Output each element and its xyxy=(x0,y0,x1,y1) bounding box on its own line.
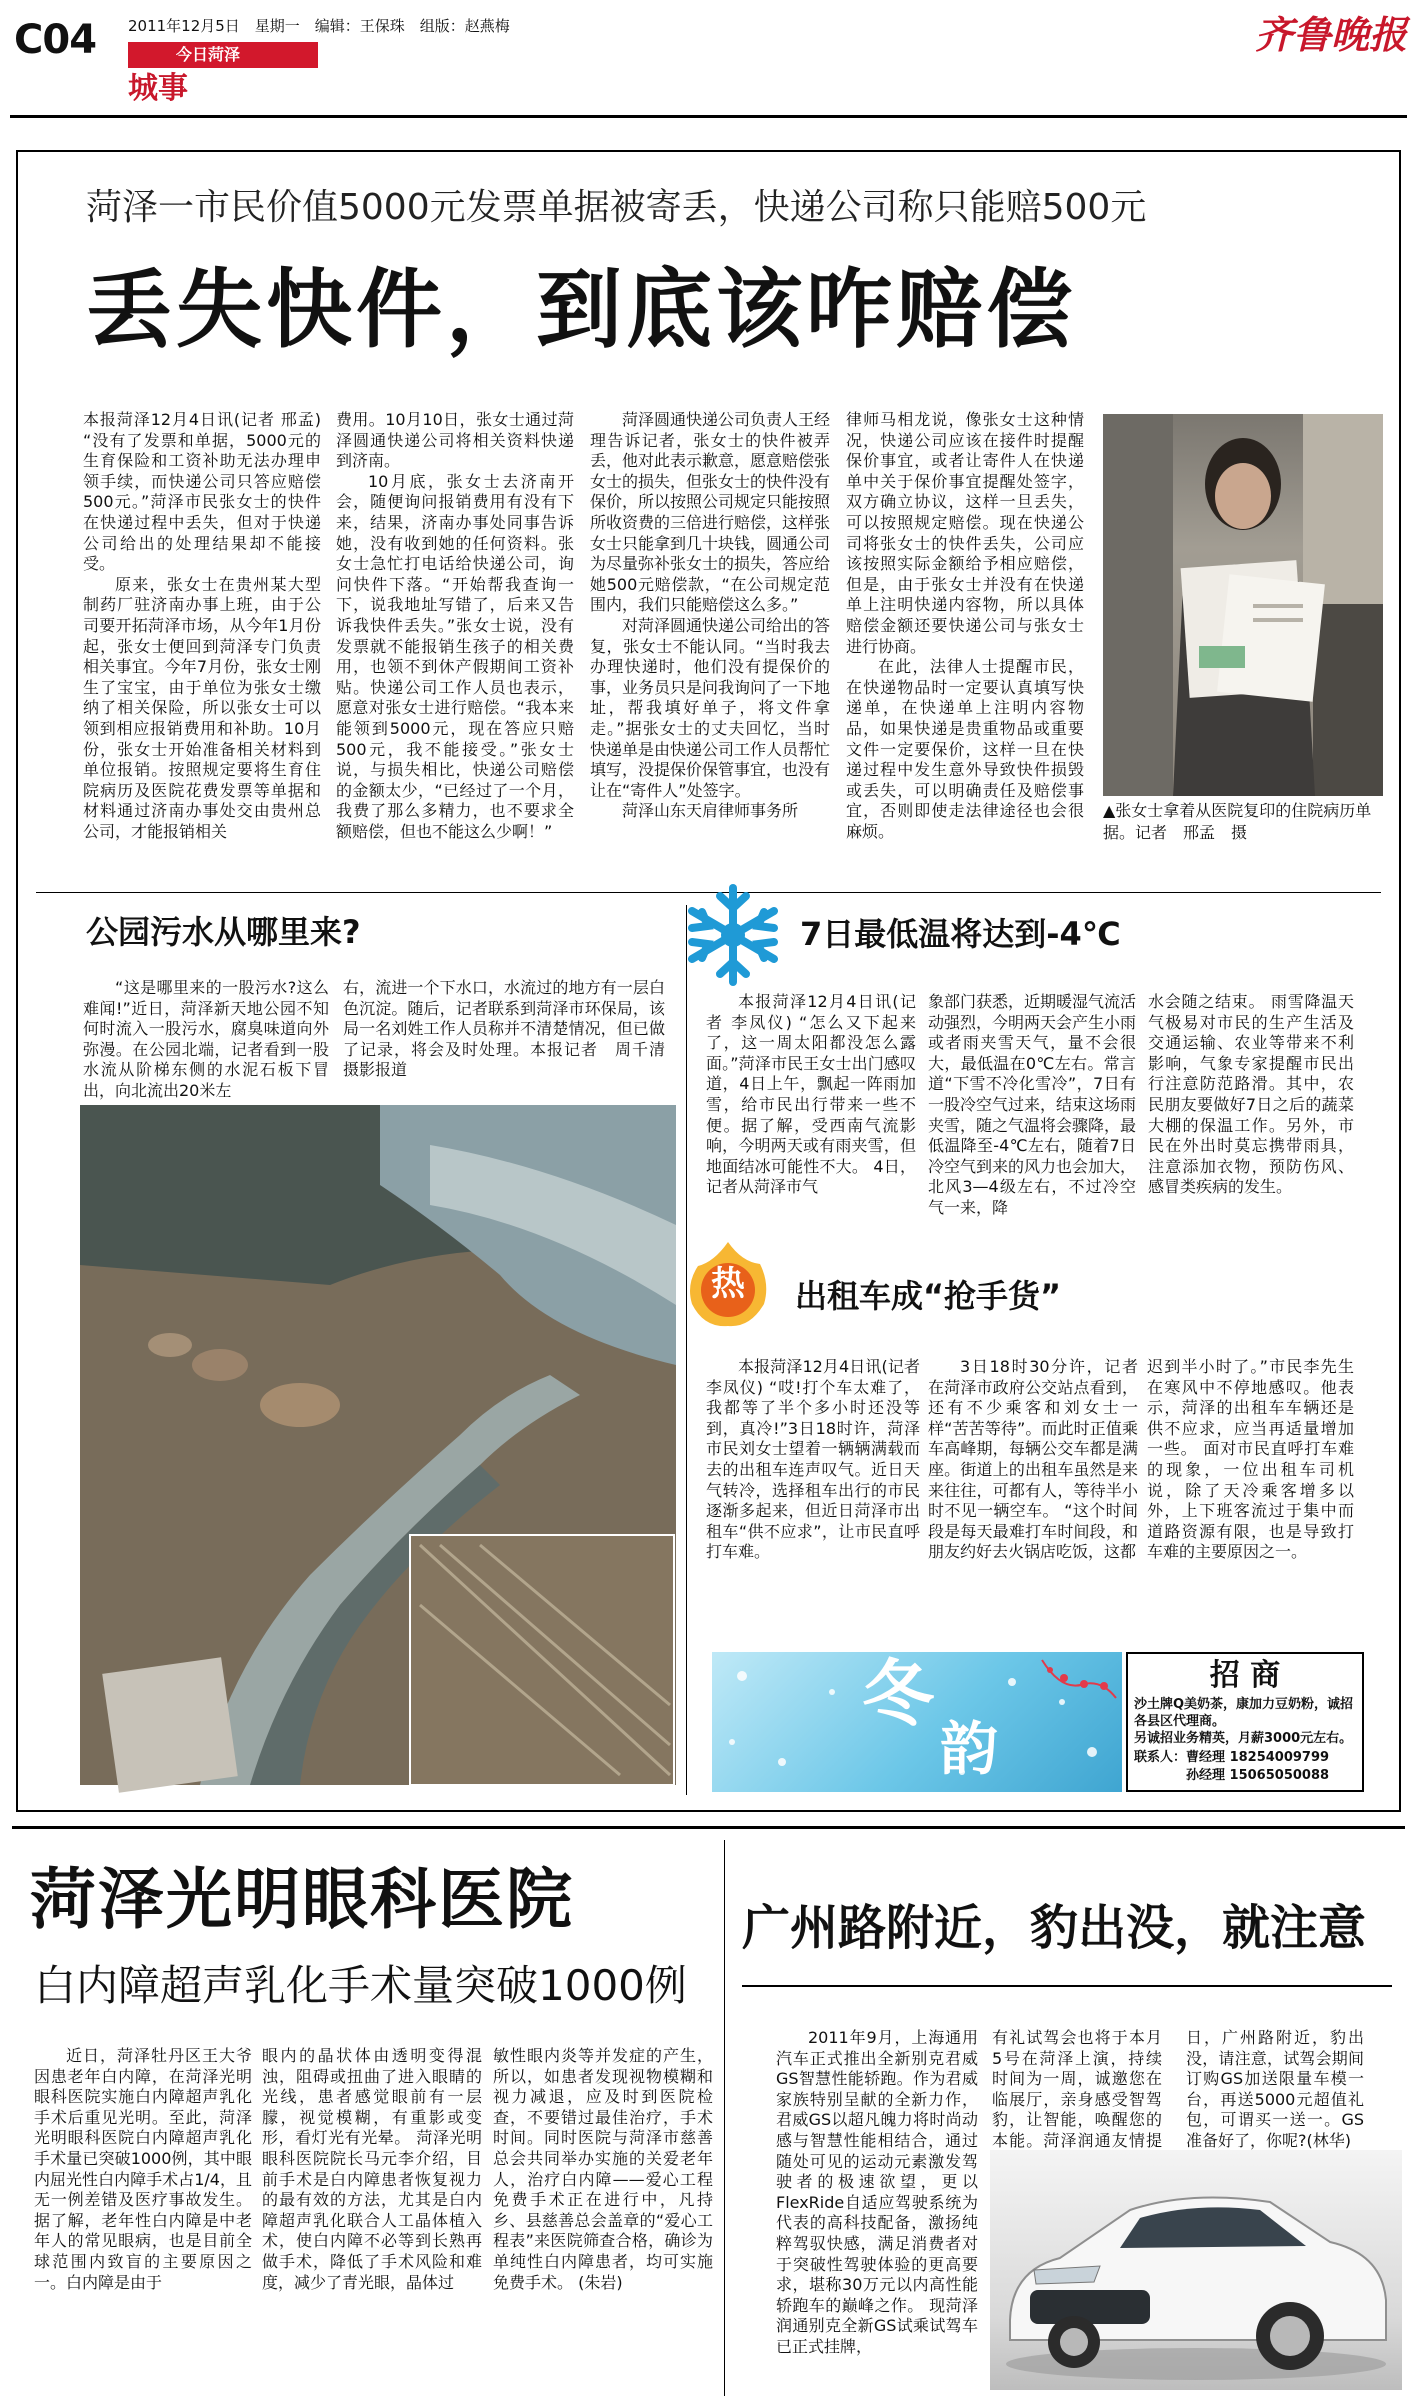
hot-badge-text: 热 xyxy=(711,1264,745,1304)
recruit-ad xyxy=(1126,1652,1364,1792)
lead-column-1 xyxy=(83,410,321,875)
bottom-column-rule xyxy=(724,1840,725,2396)
hospital-column-2 xyxy=(262,2046,482,2396)
lead-para: 律师马相龙说，像张女士这种情况，快递公司应该在接件时提醒保价事宜，或者让寄件人在快递单中关于保价事宜提醒处签字，双方确立协议，这样一旦丢失，可以按照规定赔偿。现在快递公司将张女士的快件丢失，公司应该按照实际金额给予相应赔偿，但是，由于张女士并没有在快递单上注明快递内容物，所以具体赔偿金额还要快递公司与张女士进行协商。 xyxy=(846,410,1084,656)
taxi-para: 本报菏泽12月4日讯(记者 李凤仪) “哎!打个车太难了，我都等了半个多小时还没等到，真冷!”3日18时许，菏泽市民刘女士望着一辆辆满载而去的出租车连声叹气。近日天气转冷，选择租车出行的市民逐渐多起来，但近日菏泽市出租车“供不应求”，让市民直呼打车难。 xyxy=(706,1357,920,1562)
lead-headline: 丢失快件，到底该咋赔偿 xyxy=(86,260,1076,360)
lead-para: 本报菏泽12月4日讯(记者 邢孟) “没有了发票和单据，5000元的生育保险和工资补助无法办理申领手续，而快递公司只答应赔偿500元。”菏泽市民张女士的快件在快递过程中丢失，但对于快递公司给出的处理结果却不能接受。 xyxy=(83,410,321,574)
hospital-column-3 xyxy=(493,2046,713,2396)
car-para: 有礼试驾会也将于本月5号在菏泽上演，持续时间为一周，诚邀您在临展厅，亲身感受智驾豹，让智能，唤醒您的本能。菏泽润通友情提 xyxy=(992,2028,1162,2150)
hospital-subtitle: 白内障超声乳化手术量突破1000例 xyxy=(34,1961,687,2010)
contact2-phone: 15065050088 xyxy=(1229,1768,1330,1783)
lead-para: 原来，张女士在贵州某大型制药厂驻济南办事上班，由于公司要开拓菏泽市场，从今年1月份起，张女士便回到菏泽专门负责相关事宜。今年7月份，张女士刚生了宝宝，由于单位为张女士缴纳了相关保险，所以张女士可以领到相应报销费用和补助。10月份，张女士开始准备相关材料到单位报销。按照规定要将生育住院病历及医院花费发票等单据和材料通过济南办事处交由贵州总公司，才能报销相关 xyxy=(83,574,321,841)
car-headline: 广州路附近，豹出没，就注意 xyxy=(742,1900,1367,1956)
date-line: 2011年12月5日 星期一 编辑：王保珠 组版：赵燕梅 xyxy=(128,17,510,35)
taxi-column-2 xyxy=(928,1357,1138,1647)
park-column-2 xyxy=(343,978,682,1098)
header-rule xyxy=(10,115,1407,118)
cold-column-2 xyxy=(928,992,1136,1232)
contact1-name: 曹经理 xyxy=(1186,1750,1226,1765)
recruit-ad-contacts xyxy=(1128,1747,1362,1785)
hospital-para: 敏性眼内炎等并发症的产生，所以，如患者发现视物模糊和视力减退，应及时到医院检查，不要错过最佳治疗，手术时间。同时医院与菏泽市慈善总会共同举办实施的关爱老年人，治疗白内障——爱心工程免费手术正在进行中，凡持乡、县慈善总会盖章的“爱心工程表”来医院筛查合格，确诊为单纯性白内障患者，均可实施免费手术。 (朱岩) xyxy=(493,2046,713,2292)
cold-para: 本报菏泽12月4日讯(记者 李凤仪) “怎么又下起来了，这一周太阳都没怎么露面。”菏泽市民王女士出门感叹道，4日上午，飘起一阵雨加雪，给市民出行带来一些不便。据了解，受西南气流影响，今明两天或有雨夹雪，但地面结冰可能性不大。 4日，记者从菏泽市气 xyxy=(706,992,916,1197)
lead-photo xyxy=(1103,414,1383,796)
bottom-ad-top-rule xyxy=(12,1826,1405,1829)
winter-ad-text-1: 冬 xyxy=(862,1651,935,1736)
lead-kicker: 菏泽一市民价值5000元发票单据被寄丢，快递公司称只能赔500元 xyxy=(86,187,1147,228)
recruit-ad-title: 招 商 xyxy=(1209,1658,1281,1693)
contact1-phone: 18254009799 xyxy=(1229,1750,1330,1765)
section-name: 城事 xyxy=(128,71,188,106)
taxi-column-3 xyxy=(1147,1357,1354,1647)
page-code: C04 xyxy=(14,17,97,63)
hospital-para: 眼内的晶状体由透明变得混浊，阻碍或扭曲了进入眼睛的光线，患者感觉眼前有一层朦，视觉模糊，有重影或变形，看灯光有光晕。 菏泽光明眼科医院院长马元李介绍，目前手术是白内障患者恢复视力的最有效的方法，尤其是白内障超声乳化联合人工晶体植入术，使白内障不必等到长熟再做手术，降低了手术风险和难度，减少了青光眼，晶体过 xyxy=(262,2046,482,2292)
car-column-3 xyxy=(1186,2028,1364,2148)
car-column-2 xyxy=(992,2028,1162,2148)
cold-column-1 xyxy=(706,992,916,1232)
lead-para: 菏泽山东天肩律师事务所 xyxy=(622,801,799,821)
winter-ad xyxy=(712,1652,1122,1792)
park-photo xyxy=(80,1105,676,1785)
park-headline: 公园污水从哪里来? xyxy=(86,913,361,951)
contact2-name: 孙经理 xyxy=(1186,1768,1226,1783)
hospital-name: 菏泽光明眼科医院 xyxy=(30,1861,574,1938)
cold-para: 象部门获悉，近期暖湿气流活动强烈，今明两天会产生小雨或者雨夹雪天气，量不会很大，最低温在0℃左右。常言道“下雪不冷化雪冷”，7日有一股冷空气过来，结束这场雨夹雪，随之气温将会骤降，最低温降至-4℃左右，随着7日冷空气到来的风力也会加大，北风3—4级左右，不过冷空气一来，降 xyxy=(928,992,1137,1217)
taxi-para: 迟到半小时了。”市民李先生在寒风中不停地感叹。他表示，菏泽的出租车车辆还是供不应求，应当再适量增加一些。 面对市民直呼打车难的现象，一位出租车司机说，除了天冷乘客增多以外，上下班客流过于集中而道路资源有限，也是导致打车难的主要原因之一。 xyxy=(1147,1357,1354,1562)
taxi-column-1 xyxy=(706,1357,920,1647)
polluted-stream-illustration xyxy=(80,1105,676,1785)
recruit-ad-body: 沙土牌Q美奶茶，康加力豆奶粉，诚招各县区代理商。 xyxy=(1134,1697,1354,1729)
park-para: 右，流进一个下水口，水流过的地方有一层白色沉淀。随后，记者联系到菏泽市环保局，该局一名刘姓工作人员称并不清楚情况，但已做了记录，将会及时处理。本报记者 周千清 摄影报道 xyxy=(343,978,682,1080)
lead-photo-caption: ▲张女士拿着从医院复印的住院病历单据。记者 邢孟 摄 xyxy=(1103,801,1372,842)
section-tag: 今日菏泽 xyxy=(128,42,318,68)
masthead-logo: 齐鲁晚报 xyxy=(1255,12,1408,57)
taxi-headline: 出租车成“抢手货” xyxy=(795,1277,1062,1315)
cold-headline: 7日最低温将达到-4℃ xyxy=(800,915,1121,953)
cold-para: 水会随之结束。 雨雪降温天气极易对市民的生产生活及交通运输、农业等带来不利影响，气象专家提醒市民出行注意防范路滑。其中，农民朋友要做好7日之后的蔬菜大棚的保温工作。另外，市民在外出时莫忘携带雨具，注意添加衣物，预防伤风、感冒类疾病的发生。 xyxy=(1148,992,1354,1197)
winter-ad-text-2: 韵 xyxy=(940,1715,999,1783)
car-para: 日，广州路附近，豹出没，请注意，试驾会期间订购GS加送限量车模一台，再送5000元超值礼包，可谓买一送一。GS准备好了，你呢?(林华) xyxy=(1186,2028,1364,2150)
hospital-column-1 xyxy=(34,2046,252,2396)
snowflake-icon xyxy=(678,880,788,990)
hot-badge xyxy=(684,1240,772,1328)
contact-label: 联系人： xyxy=(1134,1750,1187,1765)
lead-para: 10月底，张女士去济南开会，随便询问报销费用有没有下来，结果，济南办事处同事告诉她，没有收到她的任何资料。张女士急忙打电话给快递公司，询问快件下落。“开始帮我查询一下，说我地址写错了，后来又告诉我快件丢失。”张女士说，没有发票就不能报销生孩子的相关费用，也领不到休产假期间工资补贴。快递公司工作人员也表示，愿意对张女士进行赔偿。“我本来能领到5000元，现在答应只赔500元，我不能接受。”张女士说，与损失相比，快递公司赔偿的金额太少，“已经过了一个月，我费了那么多精力，也不要求全额赔偿，但也不能这么少啊！” xyxy=(336,471,574,841)
lead-para: 在此，法律人士提醒市民，在快递物品时一定要认真填写快递单，在快递单上注明内容物品，如果快递是贵重物品或重要文件一定要保价，这样一旦在快递过程中发生意外导致快件损毁或丢失，可以明确责任及赔偿事宜，否则即使走法律途径也会很麻烦。 xyxy=(846,657,1084,841)
car-photo xyxy=(990,2150,1402,2390)
white-sedan-illustration xyxy=(990,2150,1402,2390)
lead-para: 费用。10月10日，张女士通过菏泽圆通快递公司将相关资料快递到济南。 xyxy=(336,410,574,471)
cold-column-3 xyxy=(1148,992,1354,1232)
lead-para: 菏泽圆通快递公司负责人王经理告诉记者，张女士的快件被弄丢，他对此表示歉意，愿意赔偿张女士的损失，但张女士的快件没有保价，所以按照公司规定只能按照所收资费的三倍进行赔偿，这样张女士只能拿到几十块钱，圆通公司为尽量弥补张女士的损失，答应给她500元赔偿款，“在公司规定范围内，我们只能赔偿这么多。” xyxy=(590,410,831,615)
column-rule xyxy=(686,905,687,1795)
lead-para: 对菏泽圆通快递公司给出的答复，张女士不能认同。“当时我去办理快递时，他们没有提保价的事，业务员只是问我询问了一下地址，帮我填好单子，将文件拿走。”据张女士的丈夫回忆，当时快递单是由快递公司工作人员帮忙填写，没提保价保管事宜，也没有让在“寄件人”处签字。 xyxy=(590,615,831,800)
lead-column-3 xyxy=(590,410,830,875)
park-column-1 xyxy=(83,978,329,1098)
lead-column-2 xyxy=(336,410,574,875)
lead-column-4 xyxy=(846,410,1084,875)
hospital-para: 近日，菏泽牡丹区王大爷因患老年白内障，在菏泽光明眼科医院实施白内障超声乳化手术后重见光明。至此，菏泽光明眼科医院白内障超声乳化手术量已突破1000例，其中眼内屈光性白内障手术占1/4，且无一例差错及医疗事故发生。 据了解，老年性白内障是中老年人的常见眼病，也是目前全球范围内致盲的主要原因之一。白内障是由于 xyxy=(34,2046,252,2292)
taxi-para: 3日18时30分许，记者在菏泽市政府公交站点看到，还有不少乘客和刘女士一样“苦苦等待”。而此时正值乘车高峰期，每辆公交车都是满座。街道上的出租车虽然是来来往往，可都有人，等待半小时不见一辆空车。 “这个时间段是每天最难打车时间段，和朋友约好去火锅店吃饭，这都 xyxy=(928,1357,1138,1562)
woman-with-documents-illustration xyxy=(1103,414,1383,796)
park-para: “这是哪里来的一股污水?这么难闻!”近日，菏泽新天地公园不知何时流入一股污水，腐臭味道向外弥漫。在公园北端，记者看到一股水流从阶梯东侧的水泥石板下冒出，向北流出20米左 xyxy=(83,978,329,1100)
recruit-ad-fee: 另诚招业务精英，月薪3000元左右。 xyxy=(1134,1731,1353,1746)
car-column-1 xyxy=(776,2028,978,2398)
car-para: 2011年9月，上海通用汽车正式推出全新别克君威GS智慧性能轿跑。作为君威家族特别呈献的全新力作，君威GS以超凡魄力将时尚动感与智慧性能相结合，通过随处可见的运动元素激发驾驶者的极速欲望，更以FlexRide自适应驾驶系统为代表的高科技配备，激扬纯粹驾驭快感，满足消费者对于突破性驾驶体验的更高要求，堪称30万元以内高性能轿跑车的巅峰之作。 现菏泽润通别克全新GS试乘试驾车已正式挂牌， xyxy=(776,2028,978,2356)
car-headline-rule xyxy=(742,1985,1392,1987)
